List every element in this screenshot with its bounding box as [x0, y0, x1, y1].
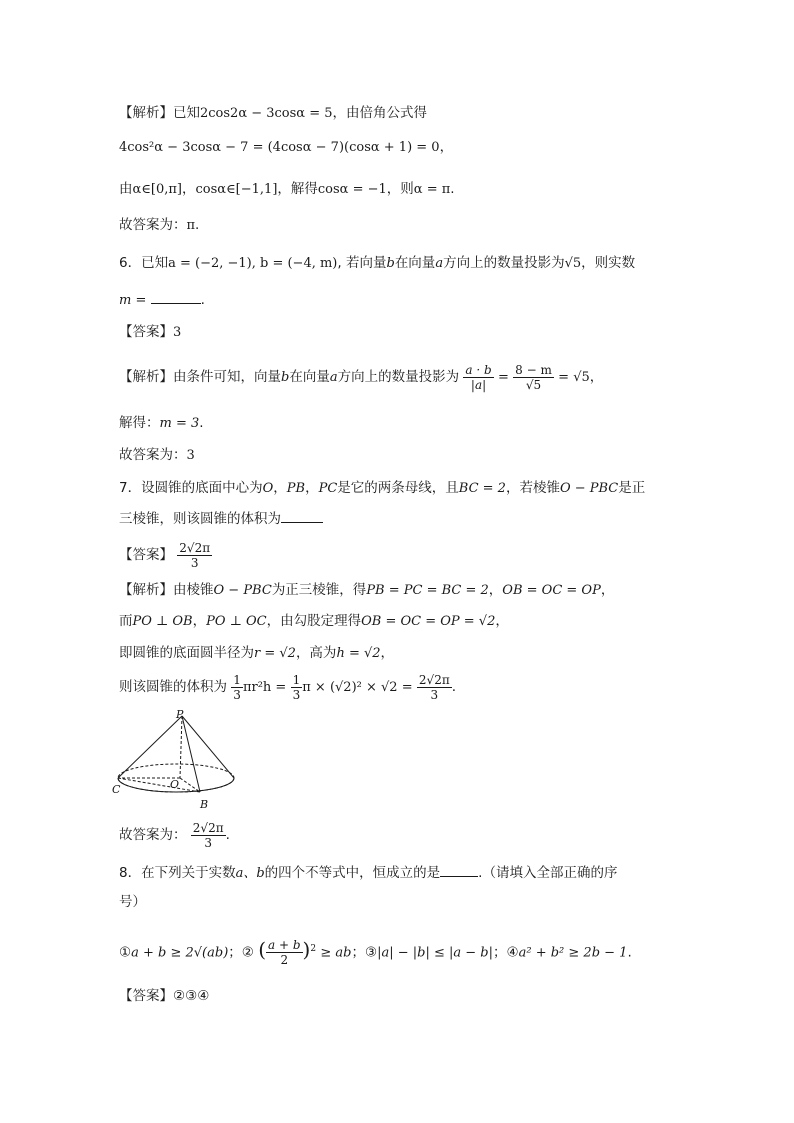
denominator: 3 — [204, 835, 213, 850]
text: . — [450, 181, 455, 197]
answer-value: 3 — [173, 325, 182, 340]
equation: a² + b² ≥ 2b − 1 — [518, 945, 628, 961]
equation: cosα∈[−1,1] — [195, 182, 278, 197]
text: . — [225, 827, 230, 843]
q6-final-answer — [119, 445, 195, 466]
option-marker: ；② — [228, 944, 254, 961]
option-marker: ；③ — [351, 944, 378, 961]
equation: O — [262, 481, 274, 496]
text: . — [200, 292, 205, 308]
denominator: 3 — [430, 687, 439, 702]
answer-value: ②③④ — [173, 988, 210, 1004]
q7-stem-line-1 — [119, 478, 645, 499]
text: ， — [589, 369, 604, 385]
equation: PO ⊥ OB — [132, 614, 193, 629]
text: ， — [495, 613, 509, 629]
q6-answer — [119, 322, 181, 343]
answer-value: 3 — [186, 448, 195, 463]
equation: = √5 — [558, 370, 590, 385]
text: 即圆锥的底面圆半径为 — [119, 645, 254, 661]
text: ，由勾股定理得 — [266, 613, 362, 629]
chord-cb — [118, 778, 200, 792]
cone-diagram — [114, 708, 246, 812]
text: ， — [380, 645, 395, 661]
answer-blank — [151, 289, 201, 304]
equation: π × (√2)² × √2 = — [302, 680, 413, 695]
q7-answer — [119, 538, 212, 572]
answer-blank — [281, 508, 323, 523]
equation: |a| − |b| ≤ |a − b| — [377, 945, 493, 961]
vector-b: b — [386, 256, 395, 271]
option-marker: ；④ — [493, 944, 519, 961]
text: ，高为 — [295, 645, 337, 661]
exponent: 2 — [310, 944, 317, 954]
text: , 若向量 — [337, 255, 387, 271]
solution-label: 【解析】已知 — [119, 105, 200, 121]
answer-fraction — [177, 541, 212, 570]
equation: √5 — [564, 256, 582, 271]
label-o: O — [170, 778, 180, 791]
text: .（请填入全部正确的序 — [478, 865, 618, 881]
text: 为正三棱锥，得 — [271, 582, 367, 598]
q8-options — [119, 932, 632, 971]
text: 的四个不等式中，恒成立的是 — [264, 865, 441, 881]
denominator: 3 — [190, 555, 199, 570]
text: . — [195, 217, 200, 233]
equation: OB = OC = OP = √2 — [361, 614, 496, 629]
solution-label: 【解析】由棱锥 — [119, 582, 214, 598]
numerator: 8 − m — [515, 362, 552, 377]
text: . — [199, 415, 204, 431]
equation: 2cos2α − 3cosα = 5 — [200, 106, 333, 121]
q8-stem-line-1 — [119, 862, 617, 884]
text: ，由倍角公式得 — [332, 105, 428, 121]
fraction — [513, 363, 554, 392]
equation: a = (−2, −1), b = (−4, m) — [168, 256, 338, 271]
answer-fraction — [191, 821, 226, 850]
equation: a + b ≥ 2√(ab) — [131, 945, 229, 961]
equation: m = 3 — [159, 416, 200, 431]
text: 在向量 — [394, 255, 436, 271]
equation: PO ⊥ OC — [206, 614, 267, 629]
numerator: 2√2π — [192, 820, 224, 835]
equation: PB — [286, 481, 306, 496]
paren-left: ( — [258, 937, 266, 962]
q5-final-answer — [119, 215, 199, 236]
fraction — [463, 363, 493, 392]
equation: r = √2 — [254, 646, 296, 661]
equation: PB = PC = BC = 2 — [366, 583, 489, 598]
equation: cosα = −1 — [317, 182, 387, 197]
equation: h = √2 — [336, 646, 381, 661]
solution-label: 【解析】由条件可知，向量 — [119, 369, 281, 385]
q7-solution-line-2 — [119, 611, 509, 632]
equation: a、b — [235, 866, 265, 881]
fraction — [417, 673, 452, 702]
numerator: a + b — [268, 938, 301, 952]
text: 在向量 — [289, 369, 330, 385]
text: 解得： — [119, 415, 160, 431]
label-c: C — [112, 783, 121, 796]
text: 由 — [119, 181, 133, 197]
numerator: 2√2π — [179, 540, 211, 555]
text: . — [627, 944, 632, 961]
text: ，解得 — [277, 181, 318, 197]
answer-label: 【答案】 — [119, 547, 173, 563]
option-marker: ① — [119, 944, 132, 961]
equation: O − PBC — [559, 481, 619, 496]
q8-stem-line-2 — [119, 892, 146, 912]
q5-solution-line-1 — [119, 103, 427, 124]
text: 号） — [119, 894, 146, 910]
q6-result — [119, 413, 204, 434]
fraction — [231, 673, 243, 702]
equation: πr²h = — [242, 680, 287, 695]
label-p: P — [176, 708, 184, 721]
equation: ≥ ab — [320, 945, 352, 961]
text: ， — [488, 582, 503, 598]
denominator: 3 — [233, 687, 241, 702]
denominator: 3 — [292, 687, 301, 702]
paren-right: ) — [302, 937, 311, 962]
q7-solution-line-1 — [119, 580, 614, 601]
q6-stem-line-2 — [119, 289, 205, 311]
text: ，则 — [386, 181, 414, 197]
answer-label: 【答案】 — [119, 988, 173, 1004]
q7-final-answer — [119, 818, 230, 852]
equation: α = π — [413, 182, 451, 197]
generatrix-left — [118, 716, 182, 778]
fraction — [291, 673, 303, 702]
fraction — [266, 938, 303, 967]
text: . — [451, 679, 457, 695]
vector-b: b — [281, 370, 290, 385]
text: 故答案为： — [119, 827, 187, 843]
equation: BC = 2 — [458, 481, 506, 496]
equation: OB = OC = OP — [502, 583, 601, 598]
denominator: 2 — [280, 953, 289, 967]
text: ，若棱锥 — [505, 480, 560, 496]
text: 是正 — [618, 480, 646, 496]
equation: O − PBC — [213, 583, 272, 598]
q7-stem-line-2 — [119, 508, 323, 529]
denominator: |a| — [470, 377, 487, 392]
equation: PC — [318, 481, 338, 496]
question-number: 8．在下列关于实数 — [119, 865, 236, 881]
text: ， — [192, 613, 207, 629]
text: ， — [439, 139, 454, 155]
text: ， — [182, 181, 196, 197]
q5-solution-line-2 — [119, 137, 453, 158]
text: 故答案为： — [119, 217, 187, 233]
text: 方向上的数量投影为 — [443, 255, 565, 271]
question-number: 7．设圆锥的底面中心为 — [119, 480, 263, 496]
q8-answer — [119, 986, 209, 1006]
answer-blank — [440, 862, 478, 877]
numerator: a · b — [465, 362, 492, 377]
text: ， — [273, 480, 287, 496]
vector-a: a — [435, 256, 444, 271]
equation: m = — [119, 293, 147, 308]
text: ，则实数 — [581, 255, 636, 271]
text: 故答案为： — [119, 447, 187, 463]
text: 是它的两条母线，且 — [337, 480, 459, 496]
text: ， — [600, 582, 615, 598]
label-b: B — [200, 798, 209, 811]
text: 则该圆锥的体积为 — [119, 679, 227, 695]
question-number: 6．已知 — [119, 255, 169, 271]
text: ， — [305, 480, 319, 496]
equation: α∈[0,π] — [132, 182, 182, 197]
q5-solution-line-3 — [119, 179, 455, 200]
q7-solution-line-3 — [119, 643, 394, 664]
denominator: √5 — [525, 377, 542, 392]
text: 三棱锥，则该圆锥的体积为 — [119, 511, 281, 527]
answer-label: 【答案】 — [119, 324, 173, 340]
equation: 4cos²α − 3cosα − 7 = (4cosα − 7)(cosα + 1) = 0 — [119, 140, 440, 155]
vector-a: a — [329, 370, 338, 385]
text: 而 — [119, 613, 133, 629]
numerator: 1 — [292, 672, 301, 687]
q6-stem-line-1 — [119, 253, 635, 274]
height-po — [180, 716, 182, 778]
q6-solution — [119, 360, 603, 395]
q7-solution-line-4 — [119, 670, 456, 705]
text: 方向上的数量投影为 — [337, 369, 460, 385]
equation: π — [186, 218, 196, 233]
equals: = — [497, 370, 509, 385]
numerator: 2√2π — [418, 672, 450, 687]
numerator: 1 — [233, 672, 241, 687]
